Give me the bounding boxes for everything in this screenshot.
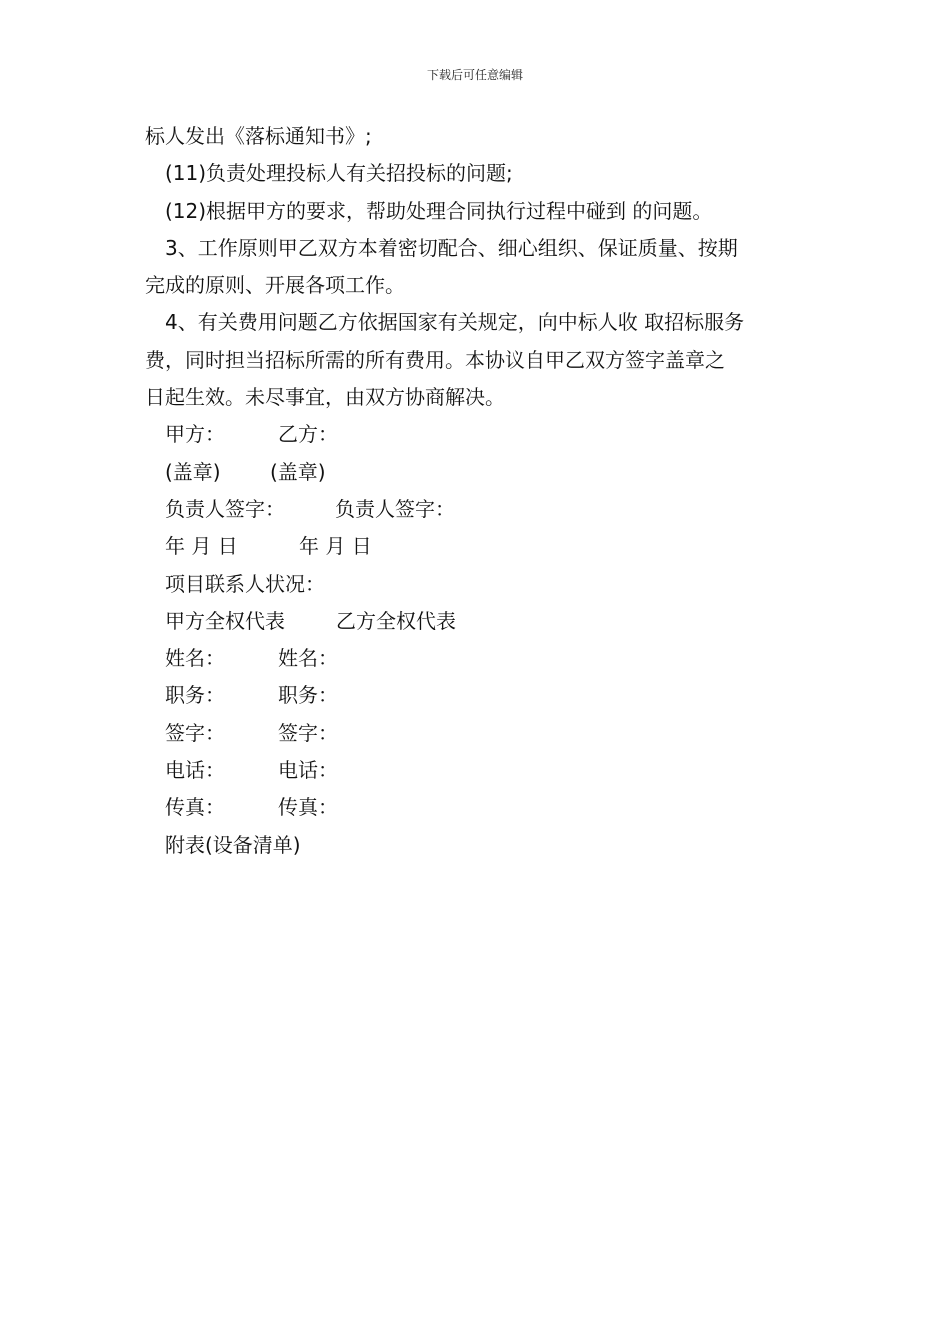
paragraph-line: 日起生效。未尽事宜，由双方协商解决。 [145,385,505,410]
signer-b-label: 负责人签字： [335,496,455,521]
fax-b-label: 传真： [278,795,338,820]
paragraph-line: 完成的原则、开展各项工作。 [145,273,405,298]
contact-title: 项目联系人状况： [165,571,325,596]
paragraph-line: 4、有关费用问题乙方依据国家有关规定，向中标人收 取招标服务 [165,310,745,335]
phone-row [145,752,810,789]
signer-a-label: 负责人签字： [165,496,285,521]
paragraph-line: 费，同时担当招标所需的所有费用。本协议自甲乙双方签字盖章之 [145,347,725,372]
phone-b-label: 电话： [278,758,338,783]
paragraph-line: 标人发出《落标通知书》; [145,124,372,148]
name-a-label: 姓名： [165,646,225,671]
paragraph-line: (12)根据甲方的要求，帮助处理合同执行过程中碰到 的问题。 [165,198,713,223]
paragraph-line: 3、工作原则甲乙双方本着密切配合、细心组织、保证质量、按期 [165,235,738,260]
name-row [145,640,810,677]
document-body [145,118,810,864]
seal-row [145,454,810,491]
sign-field-row [145,715,810,752]
date-a-label: 年 月 日 [165,534,238,559]
rep-a-label: 甲方全权代表 [165,608,285,633]
party-row [145,416,810,453]
sign-field-b-label: 签字： [278,720,338,745]
paragraph-line: (11)负责处理投标人有关招投标的问题; [165,161,513,186]
rep-b-label: 乙方全权代表 [336,608,456,633]
position-b-label: 职务： [278,683,338,708]
fax-a-label: 传真： [165,795,225,820]
position-row [145,677,810,714]
page-header: 下载后可任意编辑 [426,68,523,82]
seal-a-label: (盖章) [165,459,221,484]
party-b-label: 乙方： [278,422,338,447]
name-b-label: 姓名： [278,646,338,671]
signer-row [145,491,810,528]
seal-b-label: (盖章) [270,459,326,484]
appendix-line: 附表(设备清单) [165,832,301,857]
fax-row [145,789,810,826]
date-b-label: 年 月 日 [299,534,372,559]
date-row [145,528,810,565]
phone-a-label: 电话： [165,758,225,783]
sign-field-a-label: 签字： [165,720,225,745]
representative-row [145,603,810,640]
party-a-label: 甲方： [165,422,225,447]
position-a-label: 职务： [165,683,225,708]
